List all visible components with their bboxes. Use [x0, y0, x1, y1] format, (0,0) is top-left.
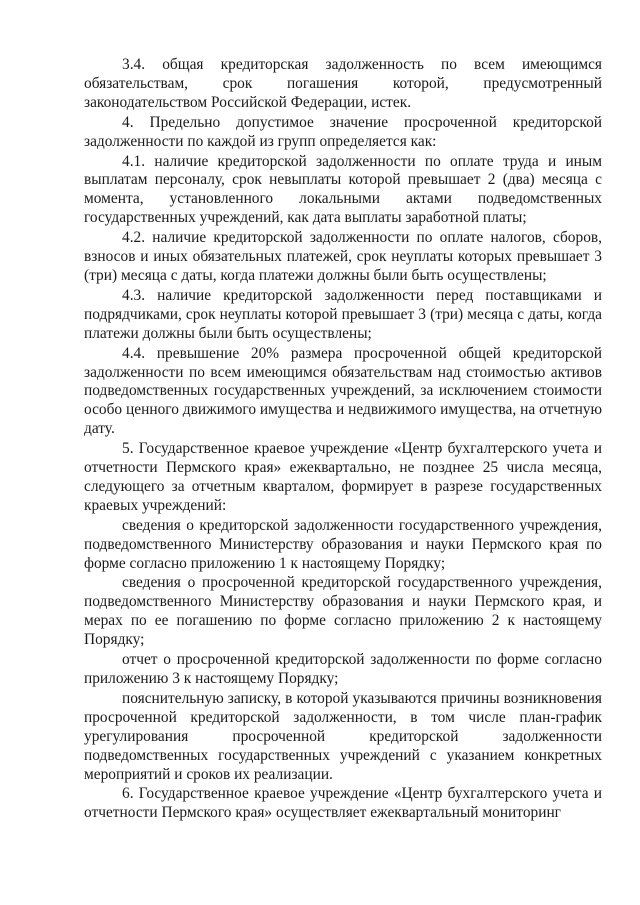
- paragraph-5: 5. Государственное краевое учреждение «Центр бухгалтерского учета и отчетности Пермского края» ежеквартально, не позднее 25 числа месяца, следующего за отчетным кварталом, формирует в разрезе государственных краевых учреждений:: [84, 440, 602, 514]
- paragraph-3-4: 3.4. общая кредиторская задолженность по всем имеющимся обязательствам, срок погашения которой, предусмотренный законодательством Российской Федерации, истек.: [84, 56, 602, 111]
- paragraph-5-item-1: сведения о кредиторской задолженности государственного учреждения, подведомственного Министерству образования и науки Пермского края по форме согласно приложению 1 к настоящему Порядку;: [84, 516, 602, 572]
- paragraph-4: 4. Предельно допустимое значение просроченной кредиторской задолженности по каждой из групп определяется как:: [84, 113, 602, 150]
- document-page: [84, 56, 602, 823]
- paragraph-5-item-3: отчет о просроченной кредиторской задолженности по форме согласно приложению 3 к настоящему Порядку;: [84, 651, 602, 687]
- paragraph-4-2: 4.2. наличие кредиторской задолженности по оплате налогов, сборов, взносов и иных обязательных платежей, срок неуплаты которых превышает 3 (три) месяца с даты, когда платежи должны были быть осуществлены;: [84, 229, 602, 284]
- paragraph-4-3: 4.3. наличие кредиторской задолженности перед поставщиками и подрядчиками, срок неуплаты которой превышает 3 (три) месяца с даты, когда платежи должны были быть осуществлены;: [84, 286, 602, 342]
- paragraph-5-item-4: пояснительную записку, в которой указываются причины возникновения просроченной кредиторской задолженности, в том числе план-график урегулирования просроченной кредиторской задолженности подведомственных государственных учреждений с указанием конкретных мероприятий и сроков их реализации.: [84, 689, 602, 783]
- paragraph-4-4: 4.4. превышение 20% размера просроченной общей кредиторской задолженности по всем имеющимся обязательствам над стоимостью активов подведомственных государственных учреждений, за исключением стоимости особо ценного движимого имущества и недвижимого имущества, на отчетную дату.: [84, 344, 602, 438]
- paragraph-6: 6. Государственное краевое учреждение «Центр бухгалтерского учета и отчетности Пермского края» осуществляет ежеквартальный мониторинг: [84, 785, 602, 822]
- paragraph-5-item-2: сведения о просроченной кредиторской государственного учреждения, подведомственного Министерству образования и науки Пермского края, и мерах по ее погашению по форме согласно приложению 2 к настоящему Порядку;: [84, 574, 602, 649]
- paragraph-4-1: 4.1. наличие кредиторской задолженности по оплате труда и иным выплатам персоналу, срок невыплаты которой превышает 2 (два) месяца с момента, установленного локальными актами подведомственных государственных учреждений, как дата выплаты заработной платы;: [84, 152, 602, 227]
